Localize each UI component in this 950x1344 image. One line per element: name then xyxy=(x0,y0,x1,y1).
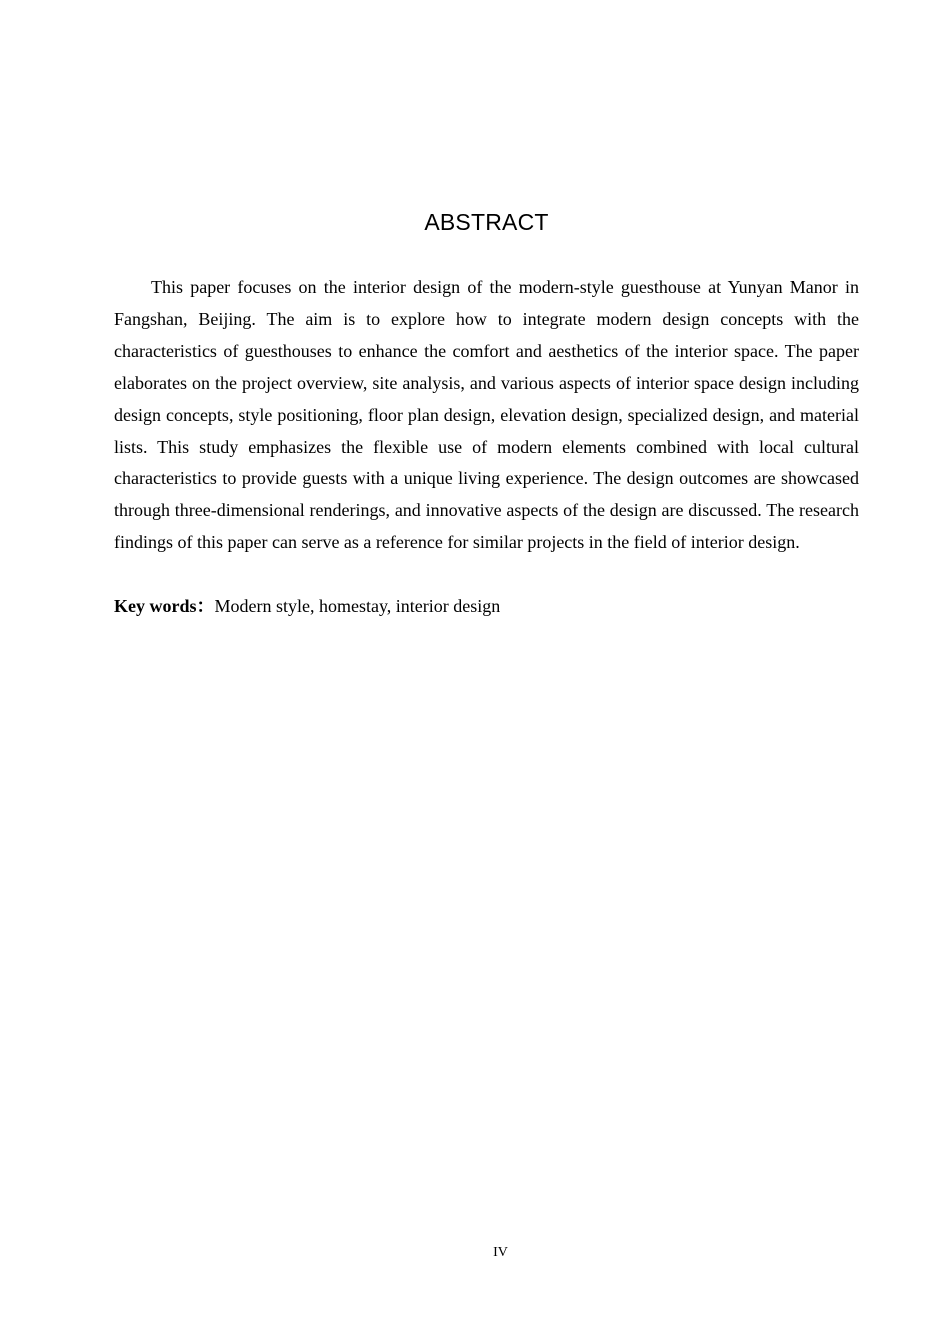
keywords-text: Modern style, homestay, interior design xyxy=(214,596,501,616)
abstract-title: ABSTRACT xyxy=(424,209,549,235)
abstract-body: This paper focuses on the interior design of the modern-style guesthouse at Yunyan Manor in Fangshan, Beijing. The aim is to explore how to integrate modern design concepts with the characteristics of guesthouses to enhance the comfort and aesthetics of the interior space. The paper elaborates on the project overview, site analysis, and various aspects of interior space design including design concepts, style positioning, floor plan design, elevation design, specialized design, and material lists. This study emphasizes the flexible use of modern elements combined with local cultural characteristics to provide guests with a unique living experience. The design outcomes are showcased through three-dimensional renderings, and innovative aspects of the design are discussed. The research findings of this paper can serve as a reference for similar projects in the field of interior design. xyxy=(114,277,859,553)
page-number: IV xyxy=(493,1245,508,1260)
keywords-line xyxy=(114,591,859,623)
keywords-label: Key words： xyxy=(114,596,215,616)
